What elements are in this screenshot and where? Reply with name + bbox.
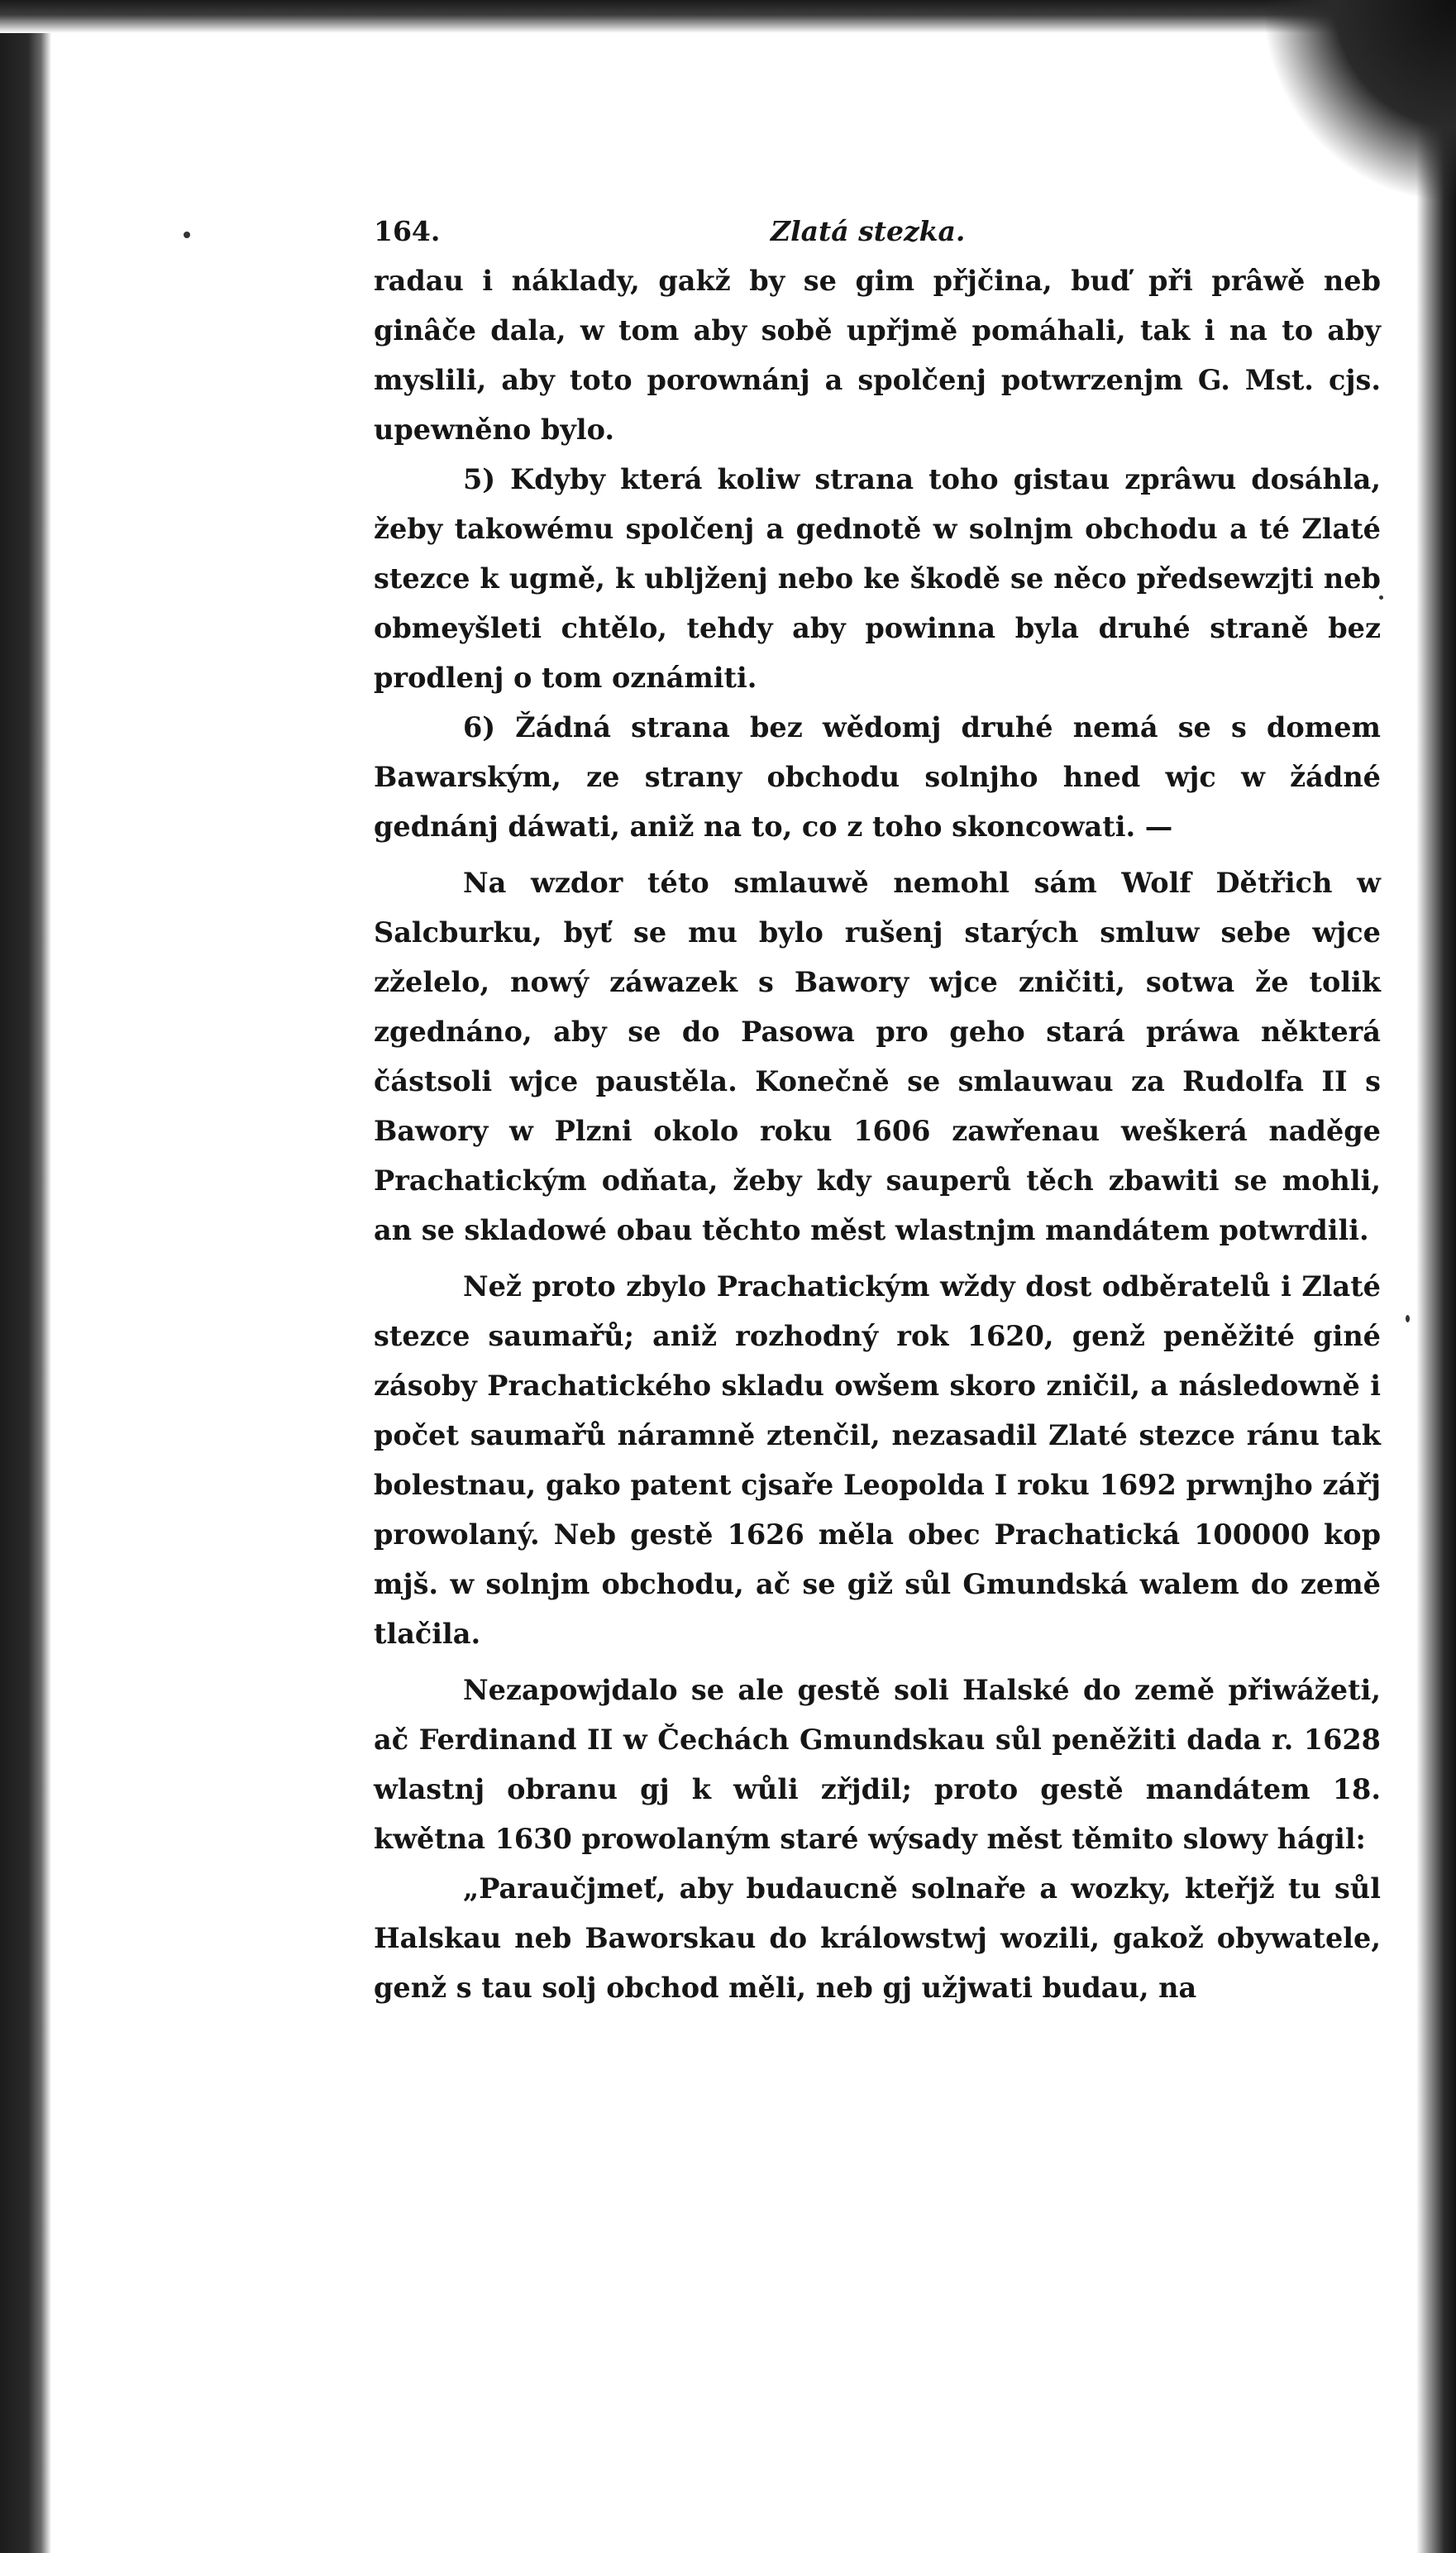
paragraph-continued: radau i náklady, gakž by se gim přjčina, buď při prâwě neb ginâče dala, w tom aby sobě upřjmě pomáhali, tak i na to aby myslili, aby toto porownánj a spolčenj potwrzenjm G. Mst. cjs. upewněno bylo. <box>374 265 1381 446</box>
paragraph-quotation: „Paraučjmeť, aby budaucně solnaře a wozky, kteřjž tu sůl Halskau neb Bаworskau do králowstwj wozili, gakož obywatele, genž s tau solj obchod měli, neb gj užjwati budau, na <box>374 1872 1381 2004</box>
book-page <box>374 207 1381 2013</box>
running-head <box>374 207 1381 256</box>
scan-speck <box>184 232 190 238</box>
scan-left-edge <box>0 0 51 2553</box>
scan-speck <box>1406 1315 1410 1322</box>
paragraph-wolf-detrich: Na wzdor této smlauwě nemohl sám Wolf Dětřich w Salcburku, byť se mu bylo rušenj starých smluw sebe wjce zželelo, nowý záwazek s Bawory wjce zničiti, sotwa že tolik zgednáno, aby se do Pasowa pro geho stará práwa některá částsoli wjce paustěla. Konečně se smlauwau za Rudolfa II s Bawory w Plzni okolo roku 1606 zawřenau weškerá naděge Prachatickým odňata, žeby kdy sauperů těch zbawiti se mohli, an se skladowé obau těchto měst wlastnjm mandátem potwrdili. <box>374 867 1381 1246</box>
paragraph-article-6: 6) Žádná strana bez wědomj druhé nemá se s domem Bawarským, ze strany obchodu solnjho hned wjc w žádné gednánj dáwati, aniž na to, co z toho skoncowati. — <box>374 711 1381 843</box>
body-text <box>374 256 1381 2013</box>
paragraph-article-5: 5) Kdyby která koliw strana toho gistau zprâwu dosáhla, žeby takowému spolčenj a gednotě w solnjm obchodu a té Zlaté stezce k ugmě, k ubljženj nebo ke škodě se něco předsewzjti neb obmeyšleti chtělo, tehdy aby powinna byla druhé straně bez prodlenj o tom oznámiti. <box>374 463 1381 694</box>
running-title: Zlatá stezka. <box>771 215 966 247</box>
paragraph-halle-salt: Nezapowjdalo se ale gestě soli Halské do země přiwážeti, ač Ferdinand II w Čechách Gmundskau sůl peněžiti dada r. 1628 wlastnj obranu gj k wůli zřjdil; proto gestě mandátem 18. kwětna 1630 prowolaným staré wýsady měst těmito slowy hágil: <box>374 1674 1381 1855</box>
page-number: 164. <box>374 215 441 247</box>
scan-top-edge <box>0 0 1456 33</box>
scan-right-edge <box>1416 0 1456 2553</box>
scan-corner-shadow <box>1266 0 1456 198</box>
paragraph-prachatice: Než proto zbylo Prachatickým wždy dost odběratelů i Zlaté stezce saumařů; aniž rozhodný rok 1620, genž peněžité giné zásoby Prachatického skladu owšem skoro zničil, a následowně i počet saumařů náramně ztenčil, nezasadil Zlaté stezce ránu tak bolestnau, gako patent cjsaře Leopolda I roku 1692 prwnjho zářj prowolaný. Neb gestě 1626 měla obec Prachatická 100000 kop mjš. w solnjm obchodu, ač se giž sůl Gmundská walem do země tlačila. <box>374 1270 1381 1650</box>
